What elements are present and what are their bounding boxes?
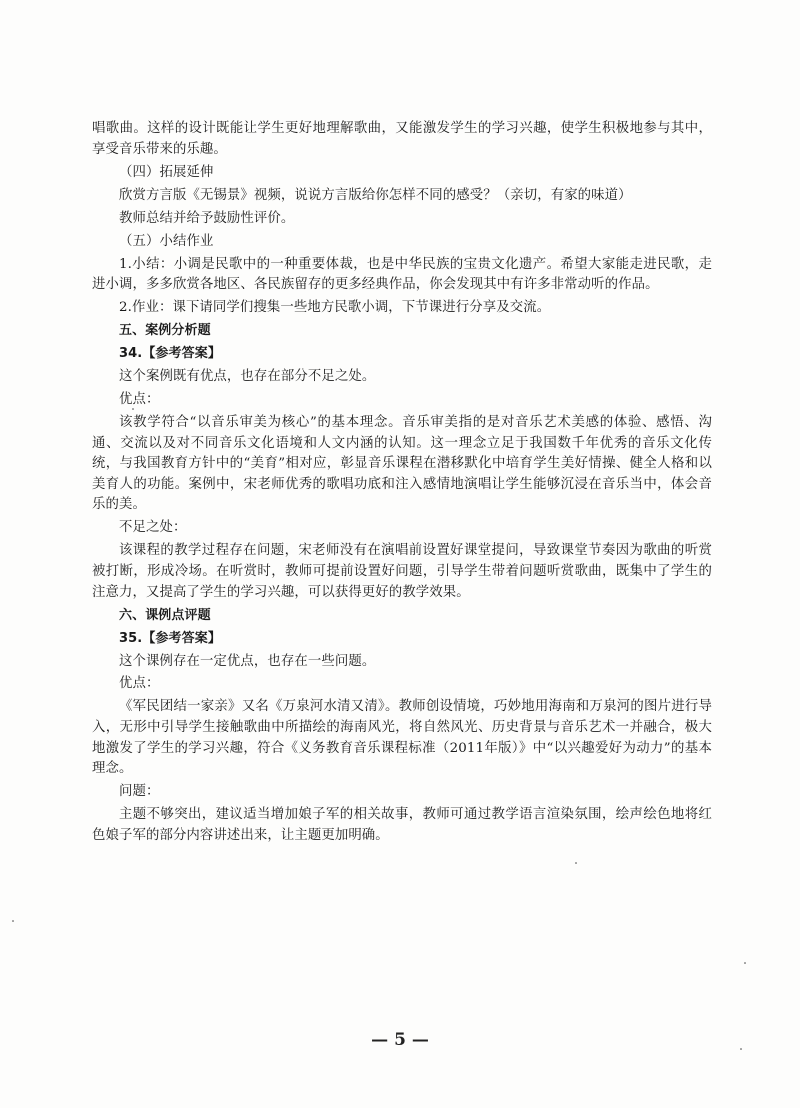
heading-answer-35: 35.【参考答案】 (119, 630, 221, 646)
paragraph-problems-35: 主题不够突出，建议适当增加娘子军的相关故事，教师可通过教学语言渲染氛围，绘声绘色地将红色娘子军的部分内容讲述出来，让主题更加明确。 (92, 807, 712, 843)
heading-case-analysis: 五、案例分析题 (119, 323, 211, 339)
scan-speck (12, 920, 14, 922)
paragraph-advantages-34: 该教学符合“以音乐审美为核心”的基本理念。音乐审美指的是对音乐艺术美感的体验、感悟、沟通、交流以及对不同音乐文化语境和人文内涵的认知。这一理念立足于我国数千年优秀的音乐文化传统，与我国教育方针中的“美育”相对应，彰显音乐课程在潜移默化中培育学生美好情操、健全人格和以美育人的功能。案例中，宋老师优秀的歌唱功底和注入感情地演唱让学生能够沉浸在音乐当中，体会音乐的美。 (92, 415, 712, 513)
section-summary-homework-heading: （五）小结作业 (119, 233, 214, 249)
paragraph-teacher-summary: 教师总结并给予鼓励性评价。 (119, 210, 295, 226)
paragraph-case-intro: 这个案例既有优点，也存在部分不足之处。 (119, 369, 376, 385)
scan-speck (575, 862, 577, 864)
scan-speck (740, 1048, 742, 1050)
heading-answer-34: 34.【参考答案】 (119, 346, 221, 362)
section-extension-heading: （四）拓展延伸 (119, 164, 214, 180)
paragraph-song-design: 唱歌曲。这样的设计既能让学生更好地理解歌曲，又能激发学生的学习兴趣，使学生积极地参与其中，享受音乐带来的乐趣。 (92, 121, 712, 157)
scan-speck (744, 962, 746, 964)
page-number: — 5 — (371, 1030, 429, 1050)
paragraph-homework: 2.作业：课下请同学们搜集一些地方民歌小调，下节课进行分享及交流。 (119, 300, 551, 316)
label-shortcomings-34: 不足之处： (119, 520, 187, 536)
label-advantages-35: 优点： (119, 676, 160, 692)
label-problems-35: 问题： (119, 784, 160, 800)
paragraph-shortcomings-34: 该课程的教学过程存在问题，宋老师没有在演唱前设置好课堂提问，导致课堂节奏因为歌曲的听赏被打断，形成冷场。在听赏时，教师可提前设置好问题，引导学生带着问题听赏歌曲，既集中了学生的注意力，又提高了学生的学习兴趣，可以获得更好的教学效果。 (92, 543, 712, 600)
heading-lesson-review: 六、课例点评题 (119, 607, 211, 623)
paragraph-dialect-video: 欣赏方言版《无锡景》视频，说说方言版给你怎样不同的感受？（亲切，有家的味道） (119, 187, 632, 203)
document-body (92, 119, 712, 849)
paragraph-lesson-intro: 这个课例存在一定优点，也存在一些问题。 (119, 653, 376, 669)
paragraph-summary: 1.小结：小调是民歌中的一种重要体裁，也是中华民族的宝贵文化遗产。希望大家能走进民歌，走进小调，多多欣赏各地区、各民族留存的更多经典作品，你会发现其中有许多非常动听的作品。 (92, 256, 712, 293)
label-advantages-34: 优点： (119, 392, 160, 408)
scan-speck (132, 408, 134, 410)
paragraph-advantages-35: 《军民团结一家亲》又名《万泉河水清又清》。教师创设情境，巧妙地用海南和万泉河的图片进行导入，无形中引导学生接触歌曲中所描绘的海南风光，将自然风光、历史背景与音乐艺术一并融合，极大地激发了学生的学习兴趣，符合《义务教育音乐课程标准（2011年版）》中“以兴趣爱好为动力”的基本理念。 (92, 699, 712, 777)
